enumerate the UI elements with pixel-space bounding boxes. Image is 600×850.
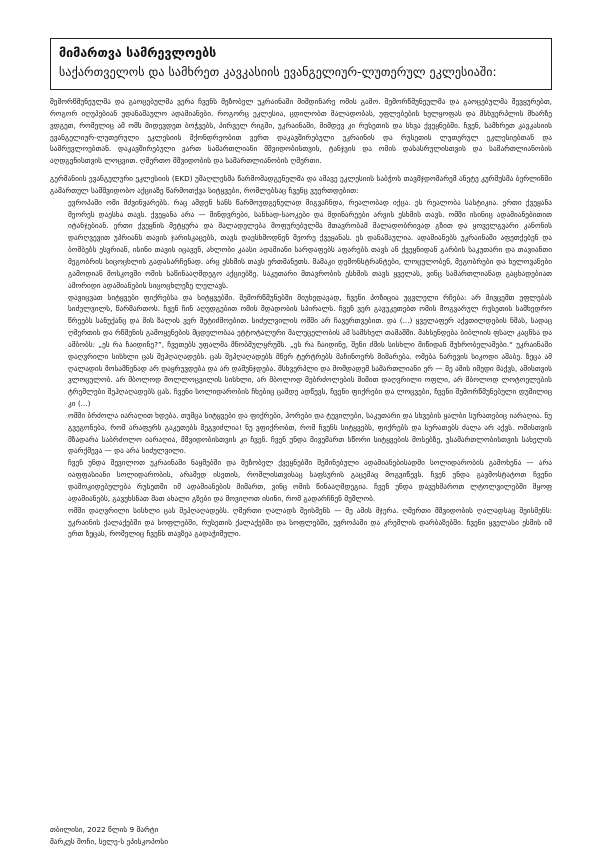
quote-paragraph: ომში ბრძოლა იარაღით ხდება. თუმცა სიტყვები და ფიქრები, ჰორები და ტუვილები, საკუთარი და სხვების ყალბი სურათებიც იარაღია. ნუ გვეგონება, რომ არაფერს გაკეთებს მეგვიძლია! ნუ ვფიქრობთ, რომ ჩვენს სიტყვებს, ფიქრებს და სურათებს ძალა არ აქვს. ომისთვის მზადარა საბრძოლო იარაღია, მშვიდობისთვის კი ჩვენ. ჩვენ უნდა მივემართ სწორი სიტყვების მოსებზე, უსამართლობისთვის სახელის დარქმევა — და არა სიძულვილი. — [68, 410, 552, 456]
signature-block — [50, 824, 552, 848]
quote-paragraph: ჩვენ უნდა შევილოთ უკრაინაში ნაყმებში და მეზობელ ქვეყნებში შემინებული ადამიანებისადმი სოლიდარობის გამოხენა — არა იაფფასიანი სოლიდარობის, არამედ ისეთის, რომლისთვისაც საფსურის გაცემაც მოგვიწევს. ჩვენ უნდა გავმოსტატოთ ჩვენი დამოკიდებულება რუსეთში იმ ადამიანების მიმართ, ვინც ომის წინააღმდეგია. ჩვენ უნდა დავეხმაროთ ლტოლვილებში მყოფ ადამიანებს, გავუხსნათ მათ ახალი გზები და მოვიღოთ ისინი, რომ გადარჩნენ მეშლობ. — [68, 458, 552, 503]
document-subtitle: საქართველოს და სამხრეთ კავკასიის ევანგელიურ-ლუთერულ ეკლესიაში: — [59, 65, 497, 79]
quote-paragraph: ევროპაში ომი მძვინვარებს. რაც ამდენ ხანს წარმოუდგენელად მიგვაჩნდა, რეალობად იქცა. ეს რეალობა სასტიკია. ერთი ქვეყანა მეორეს დაესხა თავს. ქვეყანა არა — მინდვრები, სანხად-საოკები და მდინარეები არვის ესხმის თავს. ომში ისინიც ადამიანებითით იტანჯებიან. ერთი ქვეყნის მეტყურა და მალადელება მოფურებულმა მთავრობამ მალადობრივად გზით და ყოველგვარი კანონის დარღვევით უპრიანს თავის ჯარისკაცებს, თავს დაესხმოდნენ მეორე ქვეყანას. ეს დანაშაულია. ადამიანებს უკრაინაში აფეთქებენ და ბომბებს ესვრიან, ისინი თავის იცავენ, ახლობი კაასი ადამიანი სარდაფებს აფარებს თავს ან ქვეყნიდან გარბის საკუთარი და თავიანთი მეგობრის სიცოცხლის გადასარჩენად. არც ესხმის თავს ერთმანეთს. მამაკი დემონსტრანტები, ლოცულობენ, მეგობრები და ხელოვანები გამოდიან მოსკოვში ომის საწინააღმდეგო აქციებზე. საკუთარი მთავრობის ესხმის თავს ყველას, ვინც სამართლიანად გაცხადებიათ ამორიდი ადამიანების სიცოცხლეზე ლელავს. — [68, 197, 552, 290]
quote-paragraph: დავიცვათ სიტყვები ფიქრებსა და სიტყვებში. შემორწმუნებში მიუხედავად, ჩვენი პოზიცია უცვლელი რჩება: არ მივცემთ უფლებას სიძულვილს, წარმართოს. ჩვენ ჩინ აღუდგებით ომის მდადობის სპირალს. ჩვენ ვერ გავუკეთებთ ომის მოგვარულ რუსეთის სამხედრო წრეებს სანუქანც და მის ზალის ვერ მეტიძმოებით. სიძულვილის ომში არ ჩავერთვებით. და (...) ყველაფერ აქვთილდების ნმას, სადაც ღმერთის და რწმენის გამოყენების მცდელობაა ეტტოტალური მალუცელობის ამ სამსხელ თამაშში. მახსენდება ბიბლიის ფსალ კაცნსა და ამბობს: „ეს რა ჩაიდინე?”, ჩვეთებს უფალმა მნობმულყრუმს. „ეს რა ჩაიდინე, შენი ძმის სისხლი მიწიდან მუხრობელამები.“ უკრაინაში დაღვრილი სისხლი ცას შეჰღაღადებს. ცას შეჰღაღადებს მწერ ტერტრებს მაჩინოერს მიმარება. ომება ნარევის სიკოდი აშაბე. ზეცა ამ ღალადის მოსამნენად არ დაყრუვდება და არ დამუნჯდება. მსხვერპლი და მომდადემ სამართლიანი ერ — მე ამის იმედი მაქვს, ამისთვის ვლოცულობ. არ მბოლოდ მოლლოცვილის სისხლი, არ მბოლოდ მებრძოლების მიმით დაღვრილი ოფლი, არ მბოლოდ ლოტოელების ტრემლები შეჰღაღადებს ცას. ჩვენი სოლიდარობის ჩხებიც ცამდე ადწევს, ჩვენი ფიქრები და ლოცვები, ჩვენი შემორწმუნებული დუმილიც კი (...) — [68, 292, 552, 409]
intro-paragraph: შემორწმუნეულმა და გაოცებულმა ვერა ჩვენს მეზობელ უკრაინაში მიმდინარე ომის გამო. შემორწმუნეულმა და გაოცებულმა შევყურებთ, როგორ იღუპებიან უდანაშაულო ადამიანები. როგორც ეკლესია, ცდილობთ მალადობას, უფლებების ხელყოფას და მსხვერპლის მხარზე ვდგეთ, რომელიც ამ ომს მიდევდეთ ბოჭვებს, პირველ რიგში, უკრაინაში, მიმდევ კი რუსეთის და სხვა ქვეყნებში. ჩვენ, სამხრეთ კავკასიის ევანგელიურ-ლუთერული ეკლესიის მქონდრეობით ვერთ დაკავშირებული უკრაინის და რუსეთის ლუთერულ ეკლესიებთან და სამრევლოებთან. დაკავშირებული ვართ სამართლიანი მშვიდობისთვის, ტანჯვის და ომის დასასრულისთვის და სამართლიანობის აღდგენისთვის ლოცვით. ღმერთო მშვიდობის და სამართლიანობის ღმერთი. — [50, 97, 552, 166]
signature-author: მარკუს შოჩი, სელე-ს ეპისკოპოსი — [50, 836, 168, 846]
letter-body — [50, 96, 552, 540]
document-title: მიმართვა სამრევლოებს — [59, 45, 217, 60]
ekd-paragraph: გერმანიის ევანგელური ეკლესიის (EKD) უმაღლესმა წარმომადგენელმა და ამავე ეკლესიის საბჭოს თავმჯდომარემ ანეტე კურშუსმა ბერლინში გამართულ სამშვიდობო აქციაზე წარმოთქვა სიტყვები, რომლებსაც ჩვენც ვუერთდებით: — [50, 174, 552, 195]
date-place: თბილისი, 2022 წლის 9 მარტი — [50, 825, 159, 834]
quoted-speech — [68, 197, 552, 540]
header-box — [50, 38, 552, 90]
quote-paragraph: ომში დაღვრილი სისხლი ცას შეჰღაღადებს. ღმერთი ღალადს შეისმენს — მე ამის მჯერა. ღმერთი მშვიდობის ღალადსაც შეისმენს: უკრაინის ქალაქებში და სოფლებში, რუსეთის ქალაქებში და სოფლებში, ევროპაში და კრემლის დარბაზებში. ჩვენი ყველასი ესმის იმ ერთ ზეცას, რომელიც ჩვენს თავზეა გადაჭიმული. — [68, 505, 552, 539]
